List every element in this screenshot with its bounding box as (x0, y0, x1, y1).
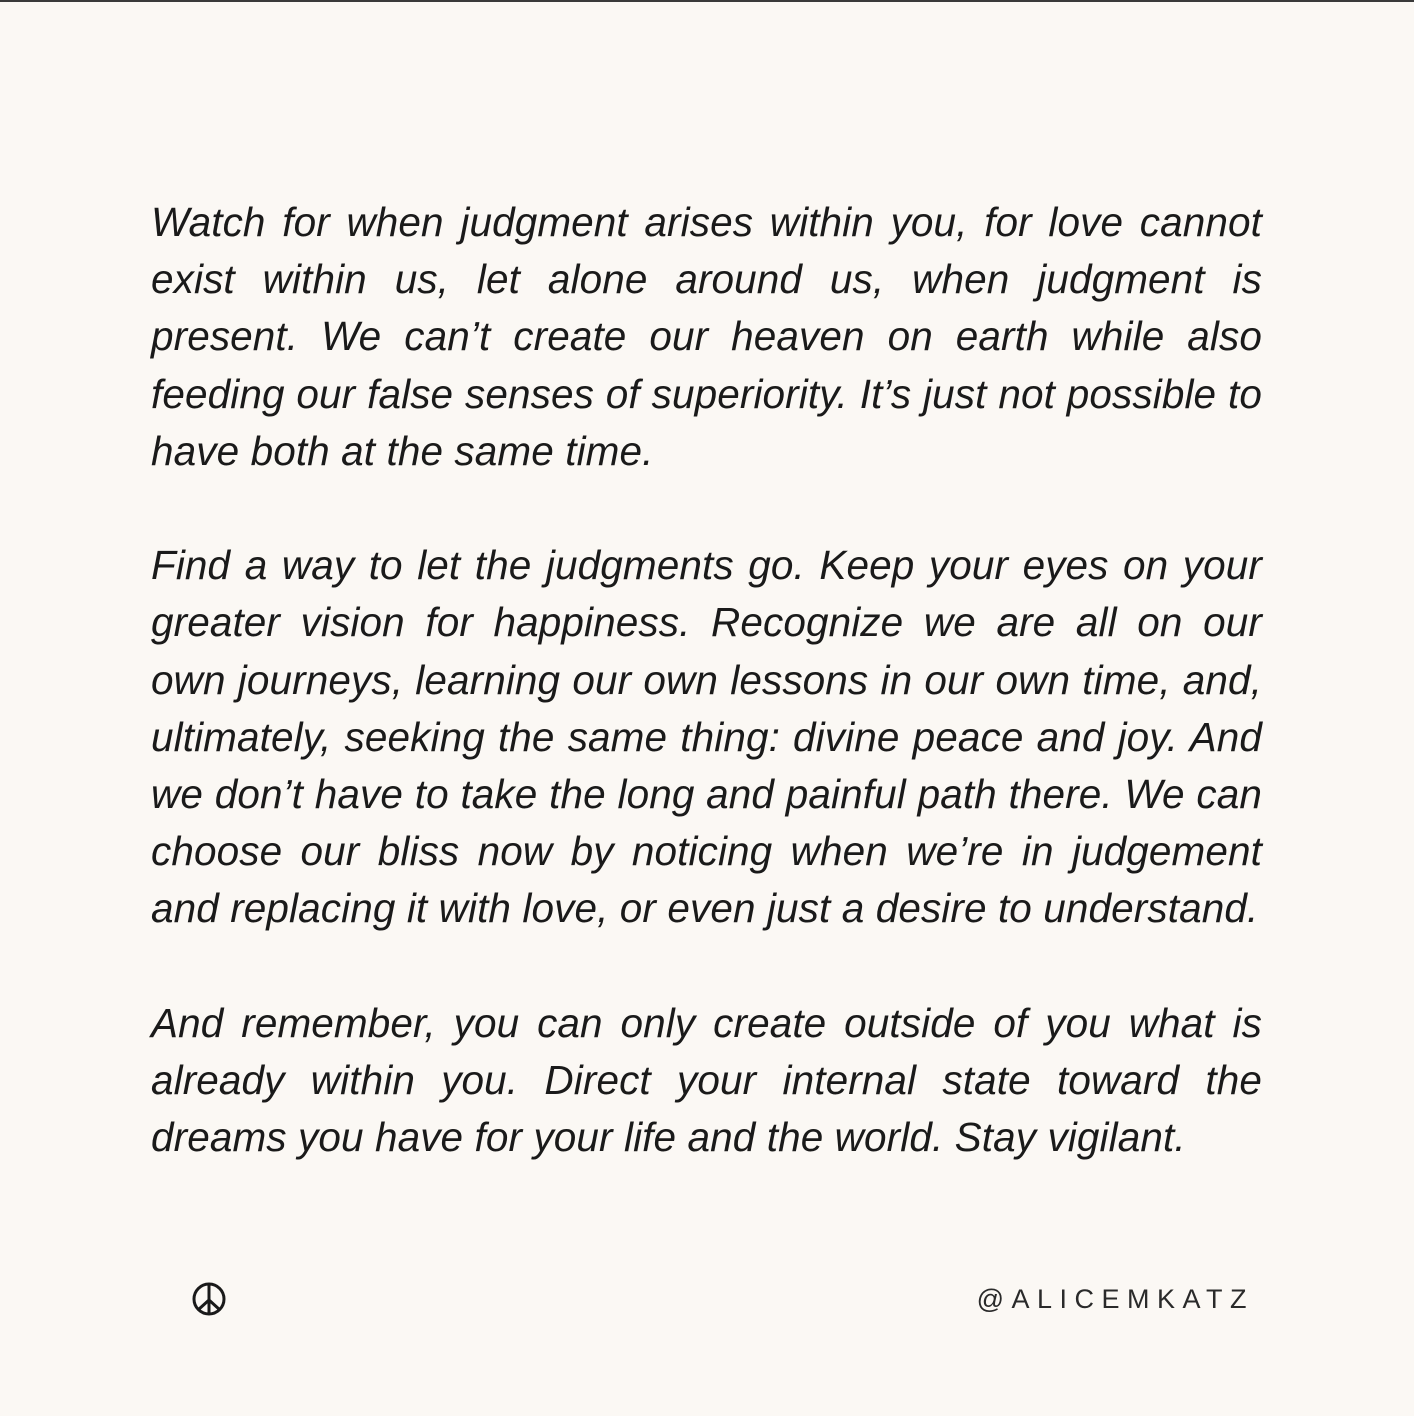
paragraph-2: Find a way to let the judgments go. Keep your eyes on your greater vision for happiness. Recognize we are all on our own journeys, learning our own lessons in our own time, and, ultimately, seeking the same thing: divine peace and joy. And we don’t have to take the long and painful path there. We can choose our bliss now by noticing when we’re in judgement and replacing it with love, or even just a desire to understand. (151, 542, 1262, 932)
paragraph-3: And remember, you can only create outside of you what is already within you. Direct your internal state toward the dreams you have for your life and the world. Stay vigilant. (151, 999, 1262, 1161)
peace-sign-icon (191, 1281, 227, 1317)
quote-body (151, 194, 1262, 1166)
paragraph-1: Watch for when judgment arises within you, for love cannot exist within us, let alone around us, when judgment is present. We can’t create our heaven on earth while also feeding our false senses of superiority. It’s just not possible to have both at the same time. (151, 199, 1262, 474)
top-border (0, 0, 1414, 2)
author-handle: @ALICEMKATZ (976, 1284, 1254, 1314)
